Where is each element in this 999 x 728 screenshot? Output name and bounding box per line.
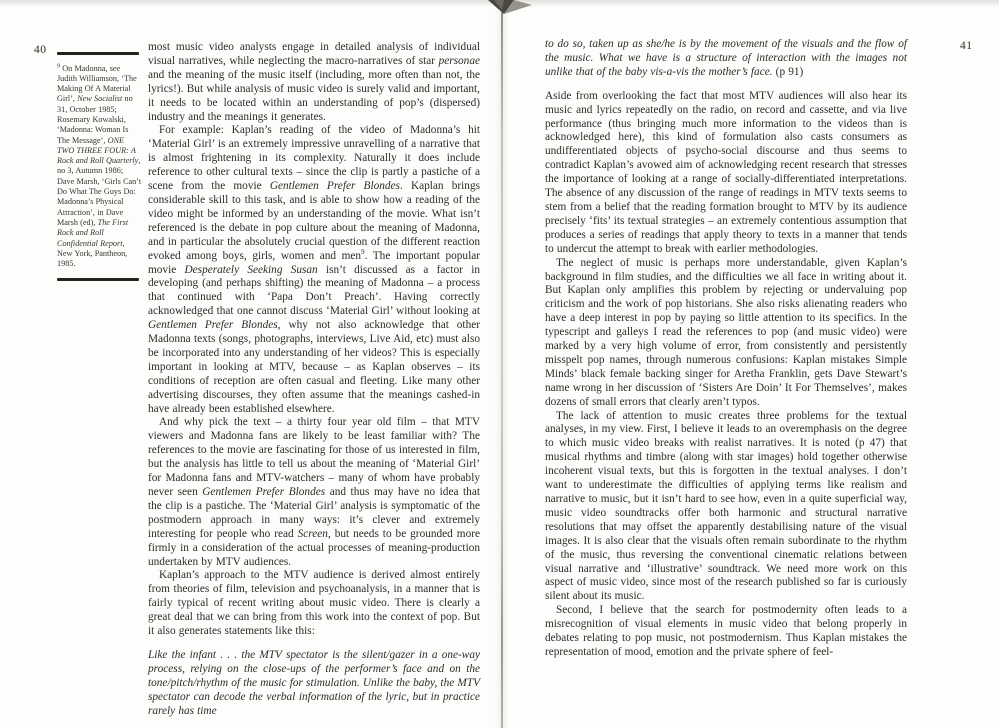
body-paragraph: most music video analysts engage in detailed analysis of individual visual narratives, while neglecting the macro-narratives of star personae and the meaning of the music itself (including, more often than not, the lyrics!). But while analysis of music video is surely valid and important, it needs to be located within an understanding of pop’s (dispersed) industry and the meanings it generates.	[148, 41, 480, 123]
right-text-column	[545, 38, 907, 660]
spine-top-wedge	[480, 0, 536, 18]
page-number-right: 41	[960, 40, 973, 52]
body-paragraph: Kaplan’s approach to the MTV audience is derived almost entirely from theories of film, television and psychoanalysis, in a manner that is fairly typical of recent writing about music video. There is clearly a great deal that we can bring from this work into the context of pop. But it also generates statements like this:	[148, 569, 480, 638]
body-paragraph: The lack of attention to music creates three problems for the textual analyses, in my view. First, I believe it leads to an overemphasis on the degree to which music video breaks with realist narratives. It is noted (p 47) that musical rhythms and timbre (along with star images) hold together otherwise incoherent visual texts, but this is forgotten in the textual analyses. I don’t want to underestimate the difficulties of applying terms like realism and narrative to music, but it isn’t hard to see how, even in a quite superficial way, music video soundtracks offer both harmonic and structural narrative resolutions that may offset the apparently destabilising nature of the visual images. It is also clear that the visuals often remain subordinate to the rhythm of the music, thus reversing the conventional cinematic relations between visual narrative and ‘illustrative’ soundtrack. We need more work on this aspect of music video, since most of the research published so far is curiously silent about its music.	[545, 409, 907, 603]
body-paragraph: For example: Kaplan’s reading of the video of Madonna’s hit ‘Material Girl’ is an extremely impressive unravelling of a narrative that is almost frightening in its complexity. Naturally it does include reference to other cultural texts – since the clip is partly a pastiche of a scene from the movie Gentlemen Prefer Blondes. Kaplan brings considerable skill to this task, and is able to show how a reading of the video might be informed by an understanding of the movie. What isn’t referenced is the debate in pop culture about the meaning of Madonna, and in particular the absolutely crucial question of the different reaction evoked among boys, girls, women and men$^9$. The important popular movie Desperately Seeking Susan isn’t discussed as a factor in developing (and perhaps shifting) the meaning of Madonna – a process that continued with ‘Papa Don’t Preach’. Having correctly acknowledged that one cannot discuss ‘Material Girl’ without looking at Gentlemen Prefer Blondes, why not also acknowledge that other Madonna texts (songs, photographs, interviews, Live Aid, etc) must also be incorporated into any understanding of her videos? This is especially important in looking at MTV, because – as Kaplan observes – its conditions of reception are often casual and fleeting. Like many other advertising discourses, they often assume that the meanings cashed-in have already been established elsewhere.	[148, 124, 480, 415]
sidenote	[57, 52, 142, 281]
left-text-column	[148, 41, 480, 719]
body-paragraph: And why pick the text – a thirty four year old film – that MTV viewers and Madonna fans are likely to be least familiar with? The references to the movie are fascinating for those of us interested in film, but the analysis has little to tell us about the meaning of ‘Material Girl’ for Madonna fans and MTV-watchers – many of whom have probably never seen Gentlemen Prefer Blondes and thus may have no idea that the clip is a pastiche. The ‘Material Girl’ analysis is symptomatic of the postmodern approach in many ways: it’s clever and extremely interesting for people who read Screen, but needs to be grounded more firmly in a consideration of the actual processes of meaning-production undertaken by MTV audiences.	[148, 416, 480, 568]
body-paragraph: Second, I believe that the search for postmodernity often leads to a misrecognition of visual elements in music video that belong properly in debates relating to pop music, not postmodernism. Thus Kaplan mistakes the representation of mood, emotion and the private sphere of feel-	[545, 604, 907, 658]
sidenote-rule-top	[57, 52, 139, 55]
sidenote-rule-bottom	[57, 278, 139, 281]
spine-fold-line	[501, 12, 503, 728]
body-paragraph: The neglect of music is perhaps more understandable, given Kaplan’s background in film studies, and the difficulties we all face in writing about it. But Kaplan only amplifies this problem by rejecting or undervaluing pop criticism and the work of pop historians. She also risks alienating readers who have a deep interest in pop by paying so little attention to its specifics. In the typescript and galleys I read the references to pop (and music video) were marked by a very high volume of error, from consistently and persistently misspelt pop names, through numerous confusions: Kaplan mistakes Simple Minds’ black female backing singer for Aretha Franklin, gets Dave Stewart’s name wrong in her discussion of ‘Sisters Are Doin’ It For Themselves’, makes dozens of small errors that clearly aren’t typos.	[545, 256, 907, 408]
page-number-left: 40	[34, 44, 47, 56]
block-quote: to do so, taken up as she/he is by the movement of the visuals and the flow of the music. What we have is a structure of interaction with the images not unlike that of the baby vis-a-vis the mother’s face. (p 91)	[545, 38, 907, 78]
block-quote: Like the infant . . . the MTV spectator is the silent/gazer in a one-way process, relying on the close-ups of the performer’s face and on the tone/pitch/rhythm of the music for stimulation. Unlike the baby, the MTV spectator can decode the verbal information of the lyric, but in practice rarely has time	[148, 648, 480, 717]
body-paragraph: Aside from overlooking the fact that most MTV audiences will also hear its music and lyrics repeatedly on the radio, on record and cassette, and via live performance (thus bringing much more information to the videos than is acknowledged here), this kind of formulation also casts consumers as undifferentiated objects of psycho-social discourse and thus seems to contradict Kaplan’s avowed aim of acknowledging recent research that stresses the importance of looking at a range of socially-differentiated interpretations. The absence of any discussion of the range of readings in MTV texts seems to stem from a belief that the reading formation brought to MTV by its audience precisely ‘fits’ its textual strategies – an extremely contentious assumption that produces a series of readings that apply theory to texts in a manner that tends to undercut the attempt to break with earlier methodologies.	[545, 89, 907, 255]
sidenote-text: $^9$ On Madonna, see Judith Williamson, ‘The Making Of A Material Girl’, New Socialist no 31, October 1985; Rosemary Kowalski, ‘Madonna: Woman Is The Message’, ONE TWO THREE FOUR: A Rock and Roll Quarterly, no 3, Autumn 1986; Dave Marsh, ‘Girls Can’t Do What The Guys Do: Madonna’s Physical Attraction’, in Dave Marsh (ed), The First Rock and Roll Confidential Report, New York, Pantheon, 1985.	[57, 62, 142, 269]
